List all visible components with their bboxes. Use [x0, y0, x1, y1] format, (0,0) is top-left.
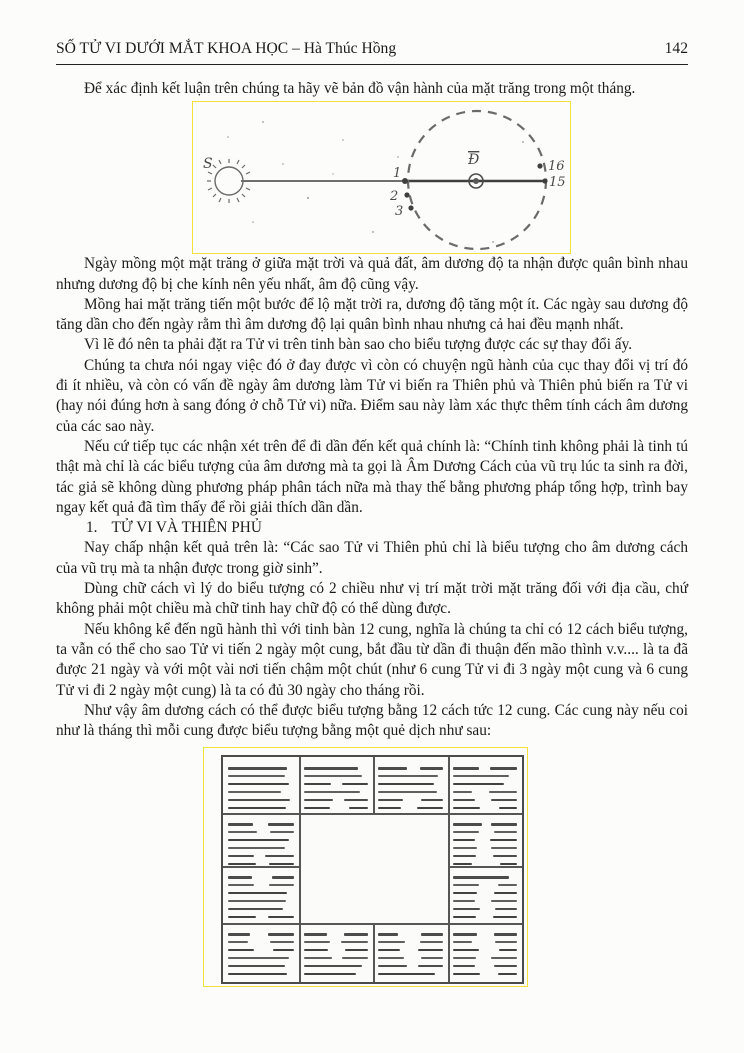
chart-cell [223, 813, 299, 866]
page-header [56, 0, 688, 58]
paragraph: Nay chấp nhận kết quả trên là: “Các sao Tử vi Thiên phủ chỉ là biểu tượng cho âm dương cách của vũ trụ mà ta nhận được trong giờ sinh”. [56, 539, 688, 577]
chart-cell [223, 923, 299, 982]
running-title: SỐ TỬ VI DƯỚI MẮT KHOA HỌC – Hà Thúc Hồng [56, 40, 397, 57]
moon-orbit-diagram [193, 102, 572, 255]
earth-label: Đ [468, 152, 480, 169]
figure-moon-orbit [192, 101, 571, 254]
section-number: 1. [86, 519, 98, 537]
paragraph: Nếu không kể đến ngũ hành thì với tinh bàn 12 cung, nghĩa là chúng ta chỉ có 12 cách biểu tượng, ta vẫn có thể cho sao Tử vi tiến 2 ngày một cung, bắt đầu từ dần đi thuận đến mão thình v.v.... là ta đã được 21 ngày và với một vài nơi tiến chậm một chút (như 6 cung Tử vi đi 3 ngày một cung và 6 cung Tử vi đi 2 ngày một cung) là ta có đủ 30 ngày cho tháng rồi. [56, 620, 688, 699]
chart-cell [299, 757, 373, 813]
chart-cell [299, 923, 373, 982]
chart-cell [223, 757, 299, 813]
day-position-dots [402, 164, 548, 211]
chart-cell [373, 757, 448, 813]
chart-cell [448, 866, 522, 923]
day2-label: 2 [390, 189, 399, 205]
figure-hexagram-chart [203, 747, 528, 987]
chart-cell [448, 813, 522, 866]
day1-label: 1 [393, 166, 402, 182]
day3-label: 3 [395, 204, 404, 220]
paragraph: Dùng chữ cách vì lý do biểu tượng có 2 chiều như vị trí mặt trời mặt trăng đối với địa cầu, chứ không phải một chiều mà chữ tinh hay chữ độ có thể dùng được. [56, 580, 688, 618]
chart-cell [448, 757, 522, 813]
paragraph: Như vậy âm dương cách có thể được biểu tượng bằng 12 cách tức 12 cung. Các cung này nếu coi như là tháng thì mỗi cung được biểu tượng bằng một quẻ dịch như sau: [56, 701, 688, 740]
paragraph: Vì lẽ đó nên ta phải đặt ra Tử vi trên tinh bàn sao cho biểu tượng được các sự thay đổi ấy. [84, 336, 633, 354]
tinh-ban-grid [221, 755, 524, 984]
sun-label: S [203, 156, 213, 173]
paragraph-intro: Để xác định kết luận trên chúng ta hãy vẽ bản đồ vận hành của mặt trăng trong một tháng. [84, 80, 636, 97]
paragraph: Mồng hai mặt trăng tiến một bước để lộ mặt trời ra, dương độ tăng một ít. Các ngày sau dương độ tăng dần cho đến ngày rằm thì âm dương độ lại quân bình nhau nhưng cả hai đều mạnh nhất. [56, 295, 688, 334]
section-heading [56, 518, 688, 538]
day15-label: 15 [549, 175, 566, 191]
paragraph: Ngày mồng một mặt trăng ở giữa mặt trời và quả đất, âm dương độ ta nhận được quân bình nhau nhưng dương độ bị che kính nên yếu nhất, âm độ cũng vậy. [56, 255, 688, 293]
chart-cell [223, 866, 299, 923]
chart-cell [373, 923, 448, 982]
chart-cell [448, 923, 522, 982]
paragraph: Nếu cứ tiếp tục các nhận xét trên để đi dần đến kết quả chính là: “Chính tinh không phải là tinh tú thật mà chỉ là các biểu tượng của âm dương mà ta gọi là Âm Dương Cách của vũ trụ lúc ta sinh ra đời, tác giả sẽ không dùng phương pháp phân tách nữa mà thay thế bằng phương pháp tổng hợp, trình bay ngay kết quả đã tìm thấy để rồi giải thích dần dần. [56, 437, 688, 516]
paragraph: Chúng ta chưa nói ngay việc đó ở đay được vì còn có chuyện ngũ hành của cục thay đổi vị trí đó đi ít nhiều, và còn có vấn đề ngày âm dương làm Tử vi biến ra Thiên phủ và Thiên phủ biến ra Tử vi (hay nói đúng hơn à sang đóng ở chỗ Tử vi) nữa. Điểm sau này làm xác thực thêm tính cách âm dương của các sao này. [56, 356, 688, 435]
page-number: 142 [664, 40, 688, 57]
day16-label: 16 [548, 159, 565, 175]
header-rule [56, 64, 688, 65]
section-title: TỬ VI VÀ THIÊN PHỦ [111, 519, 262, 537]
